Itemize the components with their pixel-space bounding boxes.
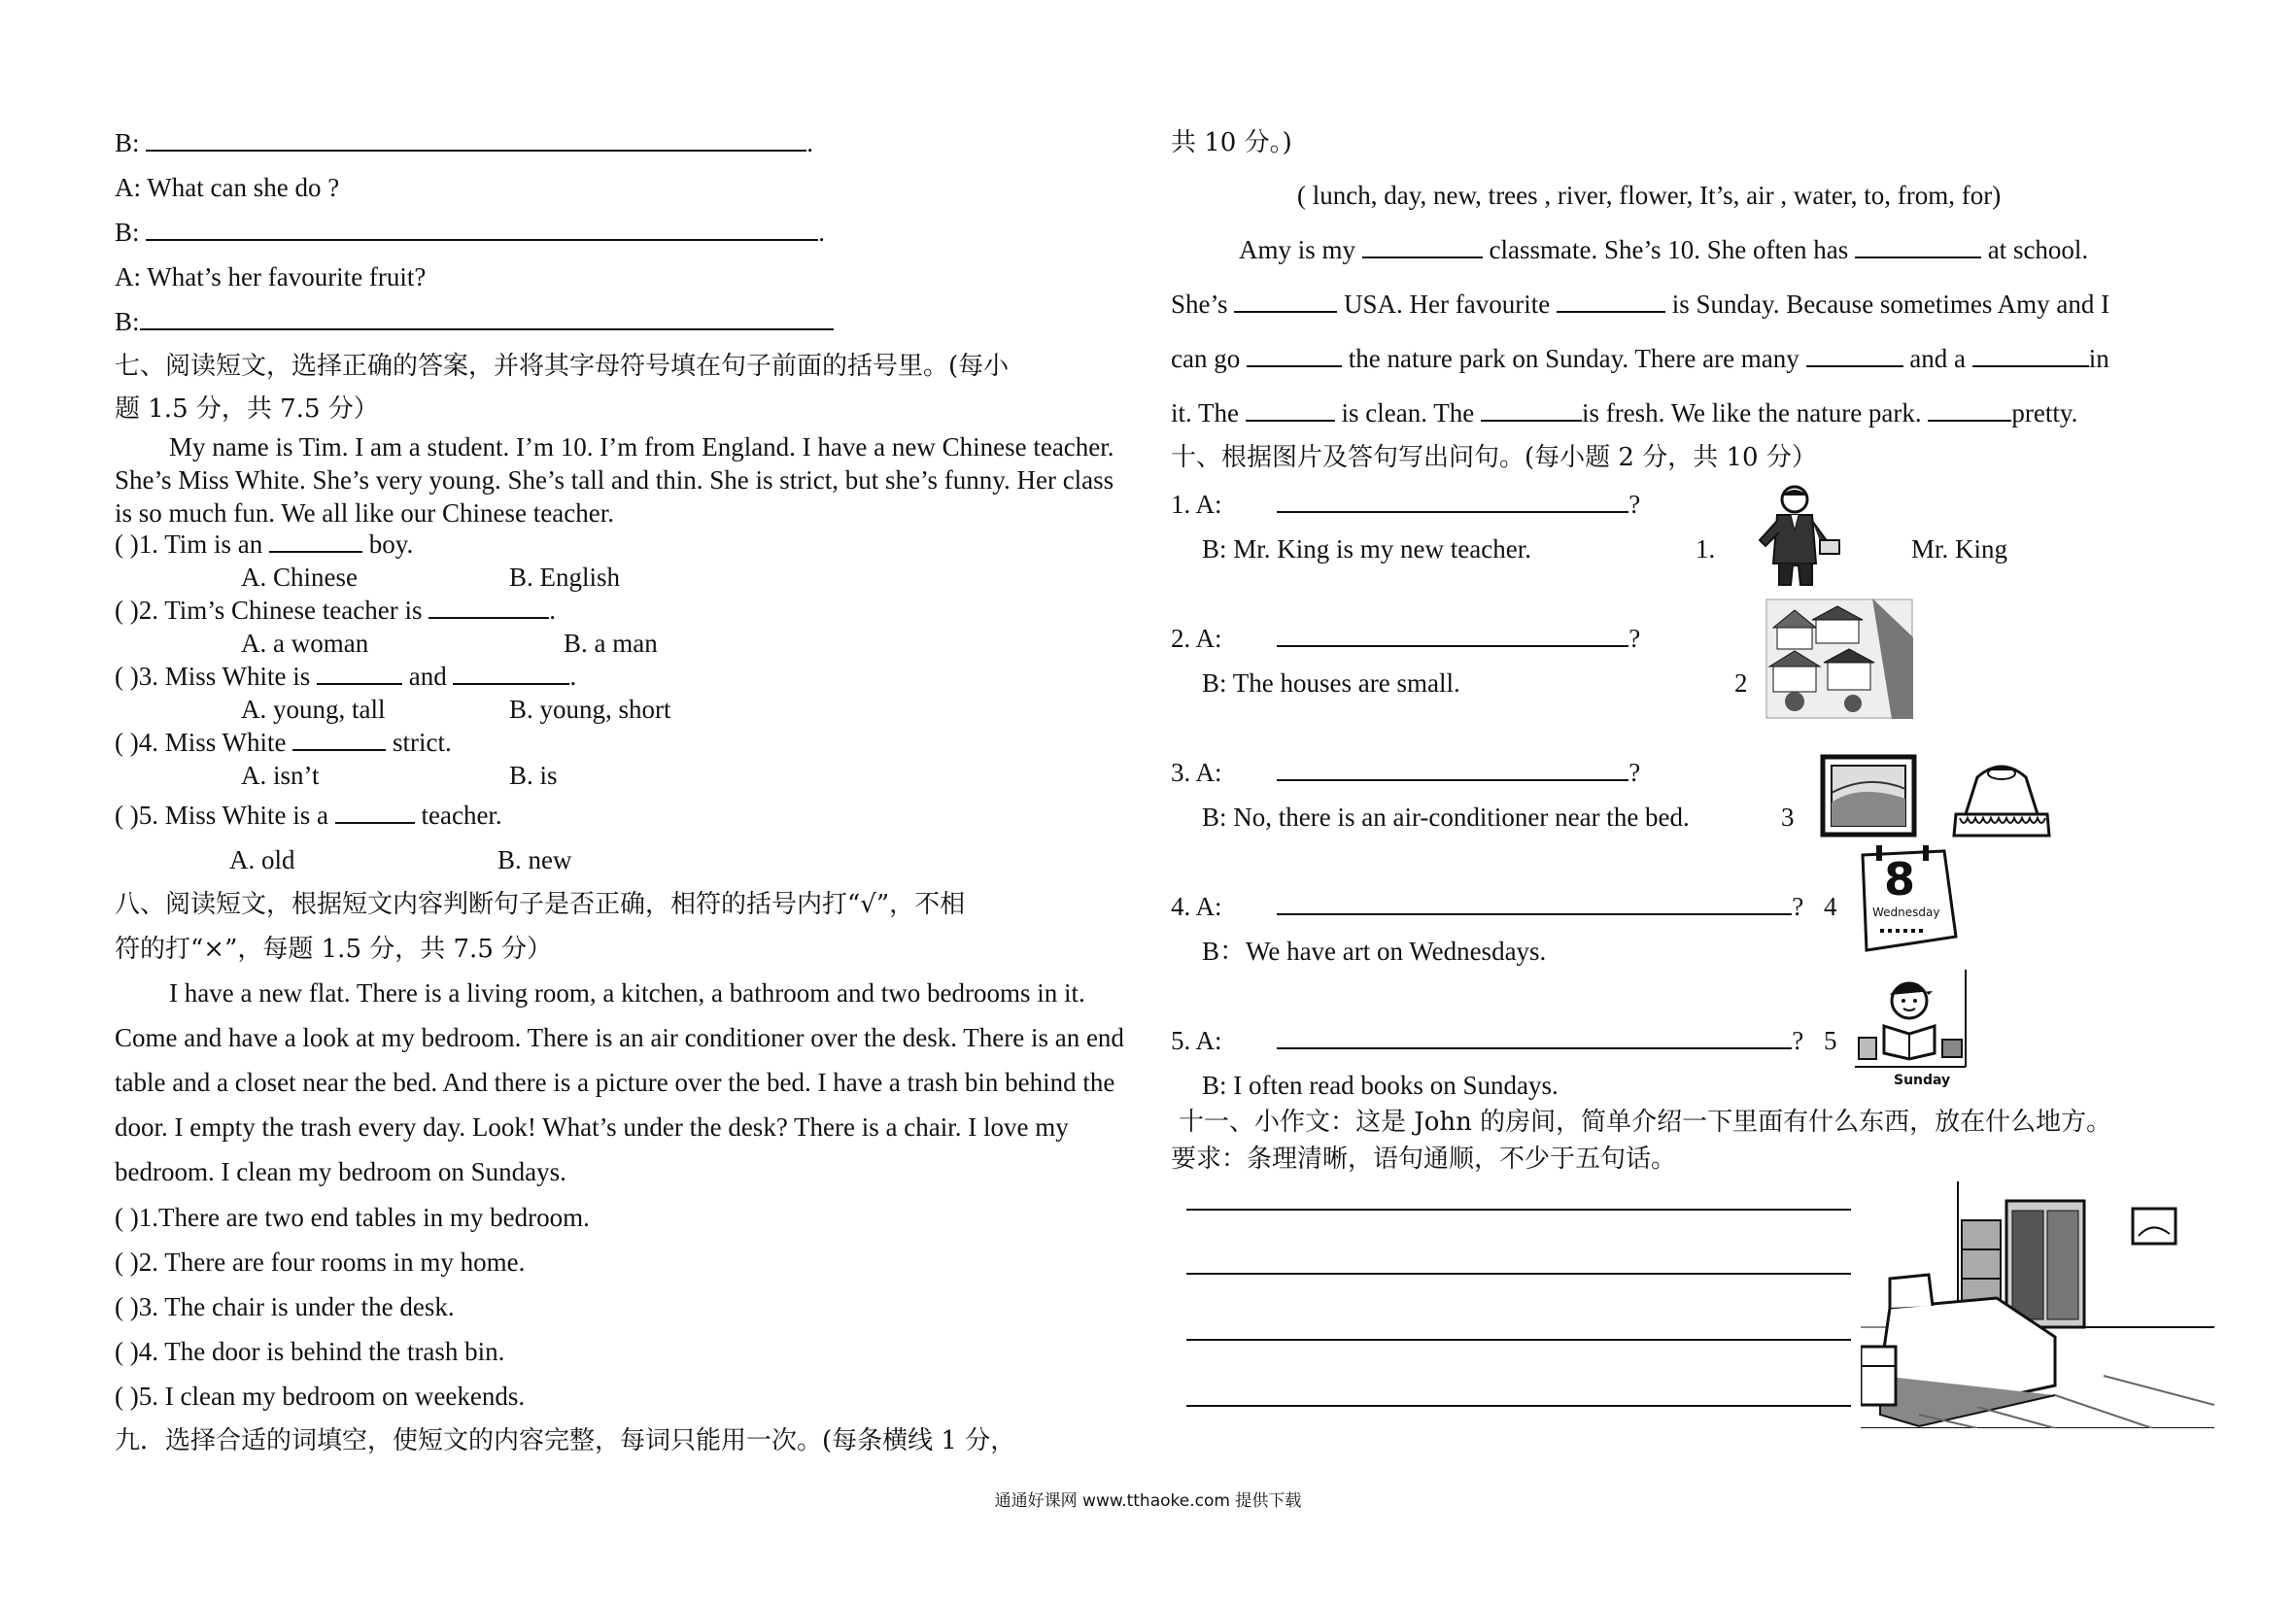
answer-blank[interactable] bbox=[335, 799, 415, 824]
section-8-passage: I have a new flat. There is a living room, a kitchen, a bathroom and two bedrooms in it. Come and have a look at my bedroom. There is an air conditioner over the desk. There is an end table and a closet near the bed. And there is a picture over the bed. I have a trash bin behind the door. I empty the trash every day. Look! What’s under the desk? There is a chair. I love my bedroom. I clean my bedroom on Sundays. bbox=[115, 978, 1124, 1186]
s10-b3: B: No, there is an air-conditioner near the bed. bbox=[1202, 803, 1690, 832]
question-blank[interactable] bbox=[1277, 756, 1628, 781]
section-11-heading: 十一、小作文：这是 John 的房间，简单介绍一下里面有什么东西，放在什么地方。 bbox=[1179, 1108, 2112, 1137]
s7-q3-option-b: B. young, short bbox=[509, 695, 671, 724]
dialog-line-2: A: What can she do ? bbox=[115, 173, 340, 202]
cloze-blank[interactable] bbox=[1806, 342, 1903, 367]
section-7-heading: 七、阅读短文，选择正确的答案，并将其字母符号填在句子前面的括号里。(每小 bbox=[115, 352, 1010, 381]
s10-num3: 3 bbox=[1781, 803, 1795, 832]
picture-frame-icon bbox=[1820, 754, 1917, 838]
s10-q1: 1. A: ? bbox=[1171, 490, 1641, 519]
s8-statement-1: ( )1.There are two end tables in my bedroom. bbox=[115, 1203, 590, 1232]
cloze-blank[interactable] bbox=[1557, 288, 1665, 313]
houses-icon bbox=[1765, 598, 1913, 719]
s7-q3-option-a: A. young, tall bbox=[241, 695, 386, 724]
answer-blank[interactable] bbox=[146, 216, 818, 241]
section-9-heading: 九．选择合适的词填空，使短文的内容完整，每词只能用一次。(每条横线 1 分， bbox=[115, 1426, 1016, 1455]
answer-blank[interactable] bbox=[453, 660, 569, 685]
cloze-blank[interactable] bbox=[1928, 396, 2011, 422]
bed-icon bbox=[1948, 756, 2055, 838]
s8-statement-3: ( )3. The chair is under the desk. bbox=[115, 1292, 455, 1321]
s10-num5: 5 bbox=[1824, 1026, 1837, 1055]
calendar-icon bbox=[1855, 845, 1958, 954]
s7-question-2: ( )2. Tim’s Chinese teacher is . bbox=[115, 596, 556, 625]
calendar-weekday: Wednesday bbox=[1872, 906, 1940, 919]
s10-b5: B: I often read books on Sundays. bbox=[1202, 1071, 1559, 1100]
answer-blank[interactable] bbox=[292, 726, 386, 751]
answer-blank[interactable] bbox=[269, 528, 362, 553]
page-footer: 通通好课网 www.tthaoke.com 提供下载 bbox=[994, 1491, 1302, 1511]
answer-blank[interactable] bbox=[146, 126, 806, 152]
s10-b2: B: The houses are small. bbox=[1202, 668, 1460, 698]
s10-b4: B：We have art on Wednesdays. bbox=[1202, 937, 1547, 966]
answer-blank[interactable] bbox=[428, 594, 549, 619]
dialog-line-5: B: bbox=[115, 305, 834, 338]
s8-statement-5: ( )5. I clean my bedroom on weekends. bbox=[115, 1382, 526, 1411]
writing-line[interactable] bbox=[1186, 1405, 1851, 1407]
section-8-heading: 八、阅读短文，根据短文内容判断句子是否正确，相符的括号内打“√”，不相 bbox=[115, 890, 966, 919]
s7-q4-option-b: B. is bbox=[509, 761, 558, 790]
section-8-heading-cont: 符的打“×”，每题 1.5 分，共 7.5 分） bbox=[115, 935, 553, 964]
cloze-blank[interactable] bbox=[1247, 342, 1342, 367]
cloze-blank[interactable] bbox=[1362, 233, 1483, 258]
cloze-line-2: She’s USA. Her favourite is Sunday. Because sometimes Amy and I bbox=[1171, 290, 2110, 319]
cloze-blank[interactable] bbox=[1972, 342, 2089, 367]
cloze-blank[interactable] bbox=[1246, 396, 1335, 422]
section-7-passage: My name is Tim. I am a student. I’m 10. I’m from England. I have a new Chinese teacher. She’s Miss White. She’s very young. She’s tall and thin. She is strict, but she’s funny. Her class is so much fun. We all like our Chinese teacher. bbox=[115, 432, 1114, 528]
section-10-heading: 十、根据图片及答句写出问句。(每小题 2 分，共 10 分） bbox=[1171, 443, 1817, 472]
writing-line[interactable] bbox=[1186, 1209, 1851, 1211]
s10-q5: 5. A: ? bbox=[1171, 1026, 1804, 1055]
calendar-day: 8 bbox=[1884, 853, 1916, 906]
s7-q5-option-b: B. new bbox=[497, 845, 572, 874]
s10-num1: 1. bbox=[1696, 534, 1716, 564]
s8-statement-4: ( )4. The door is behind the trash bin. bbox=[115, 1337, 505, 1366]
cloze-line-3: can go the nature park on Sunday. There are many and a in bbox=[1171, 344, 2109, 373]
s8-statement-2: ( )2. There are four rooms in my home. bbox=[115, 1248, 526, 1277]
s7-question-5: ( )5. Miss White is a teacher. bbox=[115, 801, 502, 830]
s10-caption1: Mr. King bbox=[1911, 534, 2008, 564]
s7-q5-option-a: A. old bbox=[229, 845, 295, 874]
cloze-blank[interactable] bbox=[1481, 396, 1582, 422]
answer-blank[interactable] bbox=[140, 305, 834, 330]
question-blank[interactable] bbox=[1277, 1024, 1792, 1049]
dialog-line-3: B: . bbox=[115, 218, 826, 247]
s7-q2-option-b: B. a man bbox=[564, 629, 658, 658]
s7-q2-option-a: A. a woman bbox=[241, 629, 369, 658]
s7-q4-option-a: A. isn’t bbox=[241, 761, 320, 790]
question-blank[interactable] bbox=[1277, 622, 1628, 647]
s10-q2: 2. A: ? bbox=[1171, 624, 1641, 653]
cloze-blank[interactable] bbox=[1855, 233, 1981, 258]
answer-blank[interactable] bbox=[317, 660, 402, 685]
s10-q4: 4. A: ? bbox=[1171, 892, 1804, 921]
teacher-man-icon bbox=[1744, 482, 1851, 589]
writing-line[interactable] bbox=[1186, 1273, 1851, 1275]
s7-q1-option-b: B. English bbox=[509, 563, 621, 592]
s10-num4: 4 bbox=[1824, 892, 1837, 921]
s7-question-4: ( )4. Miss White strict. bbox=[115, 728, 452, 757]
writing-line[interactable] bbox=[1186, 1339, 1851, 1341]
question-blank[interactable] bbox=[1277, 890, 1792, 915]
dialog-line-4: A: What’s her favourite fruit? bbox=[115, 262, 427, 291]
cloze-blank[interactable] bbox=[1234, 288, 1337, 313]
question-blank[interactable] bbox=[1277, 488, 1628, 513]
john-room-illustration bbox=[1861, 1181, 2214, 1428]
section-11-requirement: 要求：条理清晰，语句通顺，不少于五句话。 bbox=[1171, 1145, 1677, 1174]
s7-question-3: ( )3. Miss White is and . bbox=[115, 662, 577, 691]
s7-q1-option-a: A. Chinese bbox=[241, 563, 358, 592]
s10-num2: 2 bbox=[1734, 668, 1748, 698]
s10-b1: B: Mr. King is my new teacher. bbox=[1202, 534, 1531, 564]
reading-boy-icon bbox=[1855, 966, 1971, 1092]
dialog-line-1: B: . bbox=[115, 128, 814, 157]
word-bank: ( lunch, day, new, trees , river, flower, It’s, air , water, to, from, for) bbox=[1297, 181, 2002, 210]
section-7-heading-cont: 题 1.5 分，共 7.5 分） bbox=[115, 394, 379, 424]
section-9-heading-cont: 共 10 分。) bbox=[1171, 128, 1292, 157]
picture-label-sunday: Sunday bbox=[1894, 1073, 1951, 1088]
cloze-line-4: it. The is clean. The is fresh. We like the nature park. pretty. bbox=[1171, 398, 2078, 427]
s7-question-1: ( )1. Tim is an boy. bbox=[115, 530, 414, 559]
cloze-line-1: Amy is my classmate. She’s 10. She often has at school. bbox=[1239, 235, 2089, 264]
s10-q3: 3. A: ? bbox=[1171, 758, 1641, 787]
